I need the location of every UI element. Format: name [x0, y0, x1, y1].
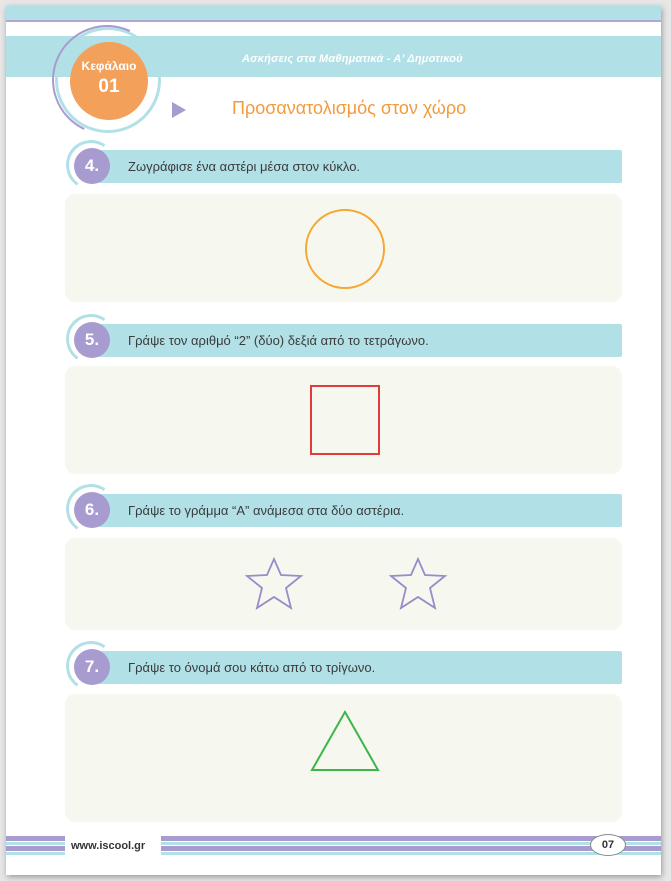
triangle-shape: [312, 712, 378, 770]
question-text: Γράψε το όνομά σου κάτω από το τρίγωνο.: [128, 660, 376, 675]
question-bar: [98, 150, 622, 183]
answer-box-4[interactable]: [65, 194, 622, 302]
question-text: Γράψε τον αριθμό “2” (δύο) δεξιά από το τετράγωνο.: [128, 333, 429, 348]
chapter-badge: [70, 42, 148, 120]
arrow-icon: [172, 102, 186, 118]
square-figure: [65, 366, 622, 474]
answer-box-5[interactable]: [65, 366, 622, 474]
question-text: Ζωγράφισε ένα αστέρι μέσα στον κύκλο.: [128, 159, 361, 174]
worksheet-page: [6, 6, 661, 875]
chapter-label: Κεφάλαιο: [81, 59, 137, 73]
question-bar: [98, 651, 622, 684]
circle-figure: [65, 194, 622, 302]
circle-shape: [306, 210, 384, 288]
chapter-number: 01: [98, 76, 120, 97]
header-top-stripe: [6, 6, 661, 20]
question-number: 5.: [74, 322, 110, 358]
question-number: 6.: [74, 492, 110, 528]
header-divider: [6, 20, 661, 22]
answer-box-6[interactable]: [65, 538, 622, 630]
answer-box-7[interactable]: [65, 694, 622, 822]
star-shape-left: [247, 559, 301, 608]
square-shape: [311, 386, 379, 454]
question-number: 4.: [74, 148, 110, 184]
section-title: Προσανατολισμός στον χώρο: [232, 98, 467, 118]
two-stars-figure: [65, 538, 622, 630]
question-number: 7.: [74, 649, 110, 685]
question-bar: [98, 324, 622, 357]
star-shape-right: [391, 559, 445, 608]
question-bar: [98, 494, 622, 527]
page-number: 07: [590, 834, 626, 856]
website-link[interactable]: www.iscool.gr: [65, 835, 161, 857]
book-title: Ασκήσεις στα Μαθηματικά - Α' Δημοτικού: [242, 53, 463, 65]
triangle-figure: [65, 694, 622, 822]
question-text: Γράψε το γράμμα “Α” ανάμεσα στα δύο αστέρια.: [128, 503, 405, 518]
